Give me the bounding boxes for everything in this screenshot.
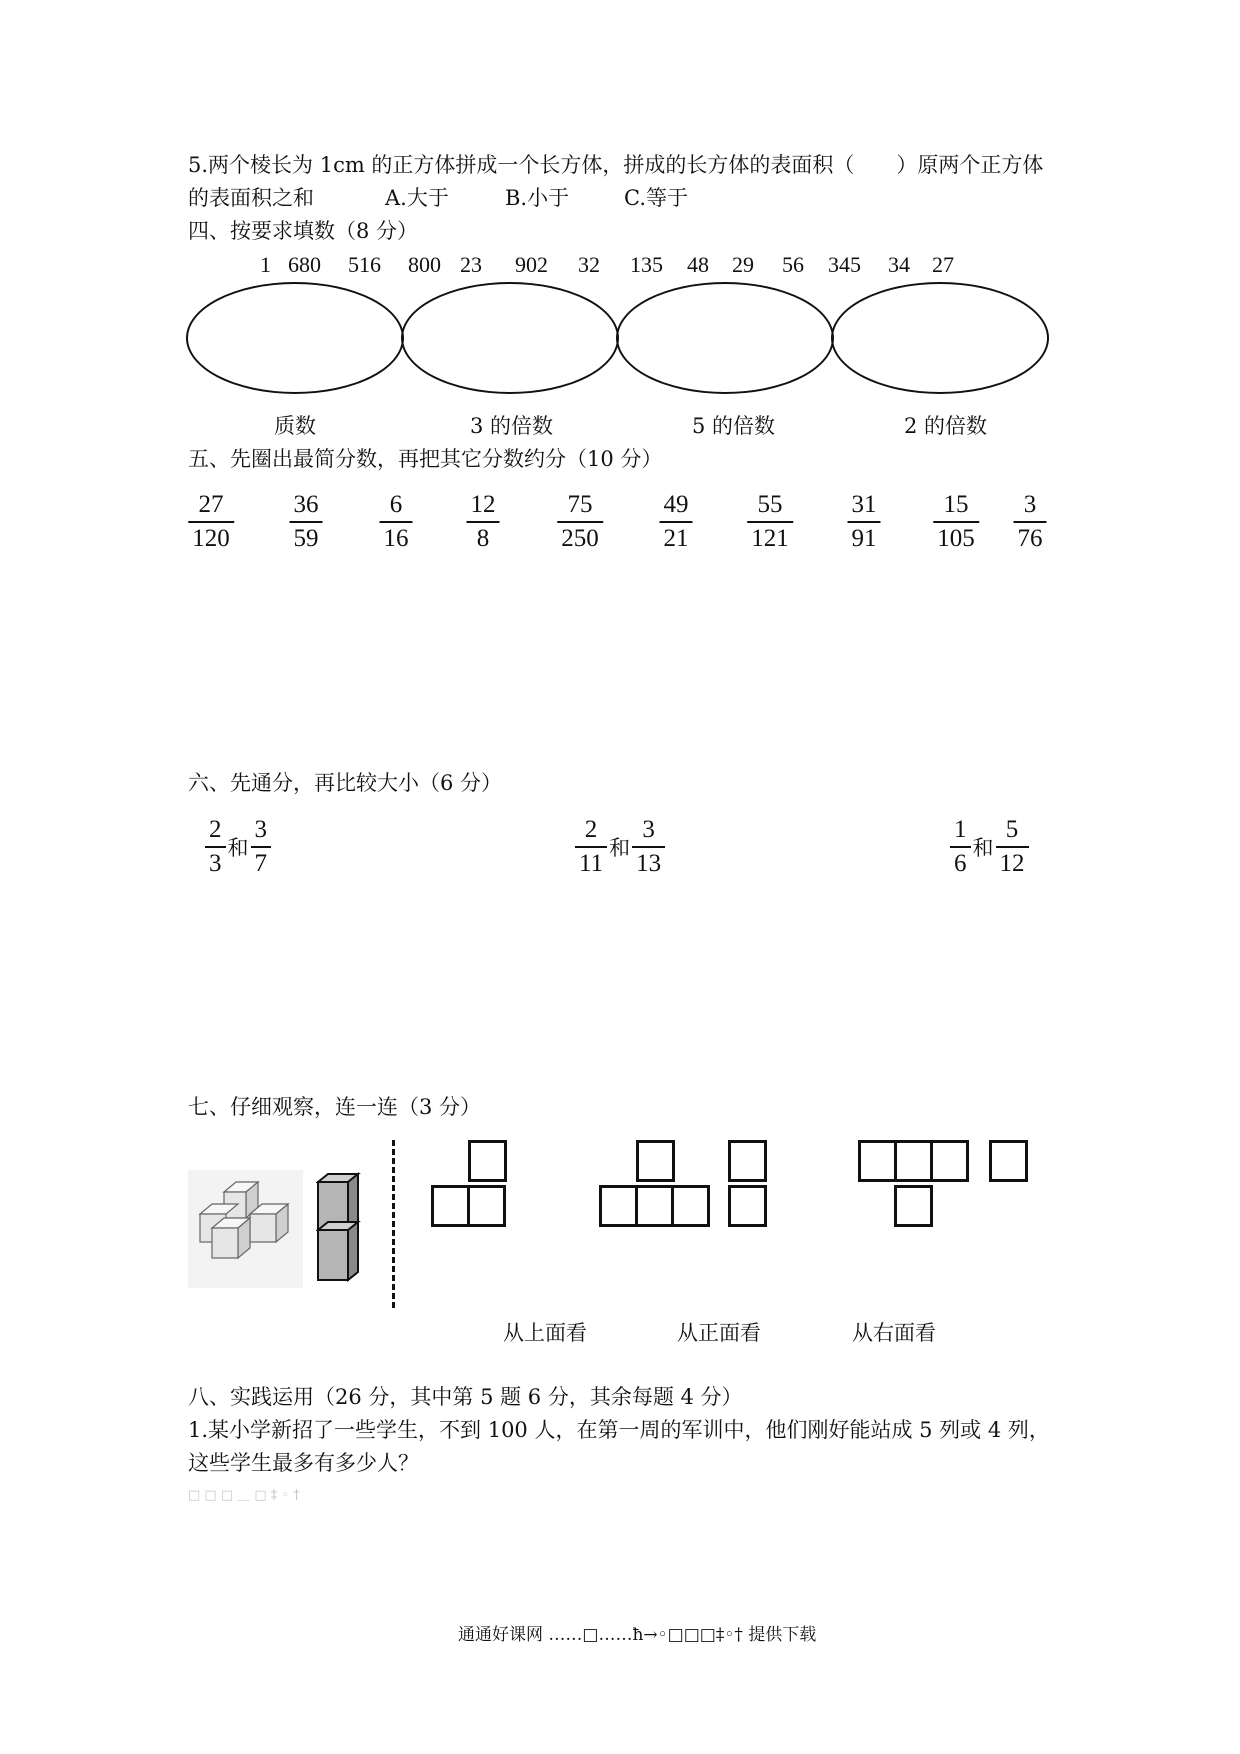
numerator: 31 — [851, 491, 877, 518]
fraction — [290, 490, 323, 554]
fraction — [557, 490, 603, 554]
fraction-bar — [1014, 521, 1047, 523]
comparison-pair — [205, 815, 271, 879]
label-prime: 质数 — [274, 414, 316, 438]
view2-square — [599, 1185, 638, 1227]
denominator: 120 — [192, 525, 230, 552]
view1-square — [468, 1140, 507, 1182]
denominator: 76 — [1017, 525, 1043, 552]
fraction-bar — [467, 521, 500, 523]
numerator: 1 — [954, 816, 967, 843]
numerator: 2 — [584, 816, 598, 843]
fraction — [950, 815, 971, 879]
numerator: 75 — [567, 491, 593, 518]
number-list — [260, 252, 954, 282]
denominator: 91 — [851, 525, 877, 552]
view-label-top: 从上面看 — [503, 1321, 587, 1345]
fraction-bar — [933, 521, 979, 523]
divider-dashed — [392, 1140, 395, 1308]
number-item: 135 — [630, 252, 663, 277]
label-multiple-of-2: 2 的倍数 — [904, 414, 988, 438]
view4-square — [894, 1140, 933, 1182]
fraction-bar — [251, 846, 272, 848]
numerator: 27 — [198, 491, 224, 518]
fraction-bar — [632, 846, 665, 848]
fraction — [205, 815, 226, 879]
fraction — [251, 815, 272, 879]
number-item: 34 — [888, 252, 910, 277]
q5-line1: 5.两个棱长为 1cm 的正方体拼成一个长方体，拼成的长方体的表面积（ ）原两个正方体 — [188, 153, 1044, 177]
number-item: 27 — [932, 252, 954, 277]
section7-title: 七、仔细观察，连一连（3 分） — [188, 1095, 482, 1119]
view4-square — [858, 1140, 897, 1182]
connector-he: 和 — [972, 836, 994, 860]
view4-square — [894, 1185, 933, 1227]
oval-multiple-of-2[interactable] — [831, 282, 1049, 394]
number-item: 345 — [828, 252, 861, 277]
denominator: 12 — [999, 850, 1025, 877]
view3-square — [728, 1140, 767, 1182]
view5-square — [989, 1140, 1028, 1182]
number-item: 32 — [578, 252, 600, 277]
view-label-right: 从右面看 — [852, 1321, 936, 1345]
fraction-bar — [557, 521, 603, 523]
comparison-pair — [950, 815, 1029, 879]
fraction-bar — [575, 846, 607, 848]
q5-option-c: C.等于 — [624, 186, 688, 210]
numerator: 3 — [1023, 491, 1037, 518]
number-item: 800 — [408, 252, 441, 277]
numerator: 36 — [293, 491, 319, 518]
oval-prime[interactable] — [186, 282, 404, 394]
oval-multiple-of-5[interactable] — [616, 282, 834, 394]
q1-line2: 这些学生最多有多少人？ — [188, 1451, 419, 1475]
denominator: 250 — [561, 525, 599, 552]
q5-option-b: B.小于 — [505, 186, 570, 210]
number-item: 680 — [288, 252, 321, 277]
fraction-bar — [188, 521, 234, 523]
fraction-bar — [747, 521, 793, 523]
section8-title: 八、实践运用（26 分，其中第 5 题 6 分，其余每题 4 分） — [188, 1385, 743, 1409]
section6-title: 六、先通分，再比较大小（6 分） — [188, 771, 503, 795]
number-item: 56 — [782, 252, 804, 277]
fraction — [575, 815, 607, 879]
view2-square — [671, 1185, 710, 1227]
numerator: 6 — [389, 491, 403, 518]
number-item: 23 — [460, 252, 482, 277]
cube-stack-figure — [188, 1170, 303, 1288]
connector-he: 和 — [227, 836, 249, 860]
fraction-bar — [205, 846, 226, 848]
fraction-bar — [660, 521, 693, 523]
fraction — [660, 490, 693, 554]
q5-option-a: A.大于 — [385, 186, 449, 210]
number-item: 516 — [348, 252, 381, 277]
label-multiple-of-5: 5 的倍数 — [692, 414, 776, 438]
oval-multiple-of-3[interactable] — [401, 282, 619, 394]
numerator: 12 — [470, 491, 496, 518]
denominator: 121 — [751, 525, 789, 552]
denominator: 8 — [476, 525, 490, 552]
numerator: 3 — [642, 816, 655, 843]
view-label-front: 从正面看 — [677, 1321, 761, 1345]
fraction — [380, 490, 413, 554]
section4-title: 四、按要求填数（8 分） — [188, 219, 419, 243]
stacked-prism-figure — [316, 1172, 362, 1284]
number-item: 902 — [515, 252, 548, 277]
footer-text: 通通好课网 ……□……ħ→◦□□□‡◦† 提供下载 — [458, 1625, 817, 1645]
view1-square — [431, 1185, 470, 1227]
q5-line2-prefix: 的表面积之和 — [188, 186, 314, 210]
fraction — [996, 815, 1029, 879]
numerator: 5 — [1005, 816, 1019, 843]
numerator: 15 — [943, 491, 969, 518]
numerator: 49 — [663, 491, 689, 518]
connector-he: 和 — [609, 836, 631, 860]
fraction-bar — [950, 846, 971, 848]
comparison-pairs — [0, 815, 1240, 890]
numerator: 2 — [209, 816, 222, 843]
fraction — [188, 490, 234, 554]
denominator: 16 — [383, 525, 409, 552]
denominator: 59 — [293, 525, 319, 552]
fraction — [848, 490, 881, 554]
fraction — [1014, 490, 1047, 554]
section5-title: 五、先圈出最简分数，再把其它分数约分（10 分） — [188, 447, 663, 471]
fraction-bar — [380, 521, 413, 523]
fraction — [467, 490, 500, 554]
q1-line1: 1.某小学新招了一些学生，不到 100 人，在第一周的军训中，他们刚好能站成 5 列或 4 列， — [188, 1418, 1050, 1442]
fraction-list — [0, 490, 1240, 565]
view2-square — [635, 1185, 674, 1227]
view3-square — [728, 1185, 767, 1227]
view2-square — [636, 1140, 675, 1182]
view4-square — [930, 1140, 969, 1182]
number-item: 1 — [260, 252, 271, 277]
fraction-bar — [996, 846, 1029, 848]
comparison-pair — [575, 815, 665, 879]
fraction-bar — [290, 521, 323, 523]
denominator: 105 — [937, 525, 975, 552]
fraction-bar — [848, 521, 881, 523]
denominator: 3 — [209, 850, 222, 877]
number-item: 29 — [732, 252, 754, 277]
denominator: 6 — [954, 850, 967, 877]
view1-square — [467, 1185, 506, 1227]
fraction — [747, 490, 793, 554]
denominator: 11 — [579, 850, 604, 877]
numerator: 3 — [254, 816, 267, 843]
denominator: 13 — [636, 850, 662, 877]
label-multiple-of-3: 3 的倍数 — [470, 414, 554, 438]
numerator: 55 — [757, 491, 783, 518]
denominator: 21 — [663, 525, 689, 552]
fraction — [933, 490, 979, 554]
fraction — [632, 815, 665, 879]
denominator: 7 — [254, 850, 267, 877]
number-item: 48 — [687, 252, 709, 277]
faint-text: □ □ □ ＿ □ ‡ ◦ † — [188, 1488, 300, 1503]
